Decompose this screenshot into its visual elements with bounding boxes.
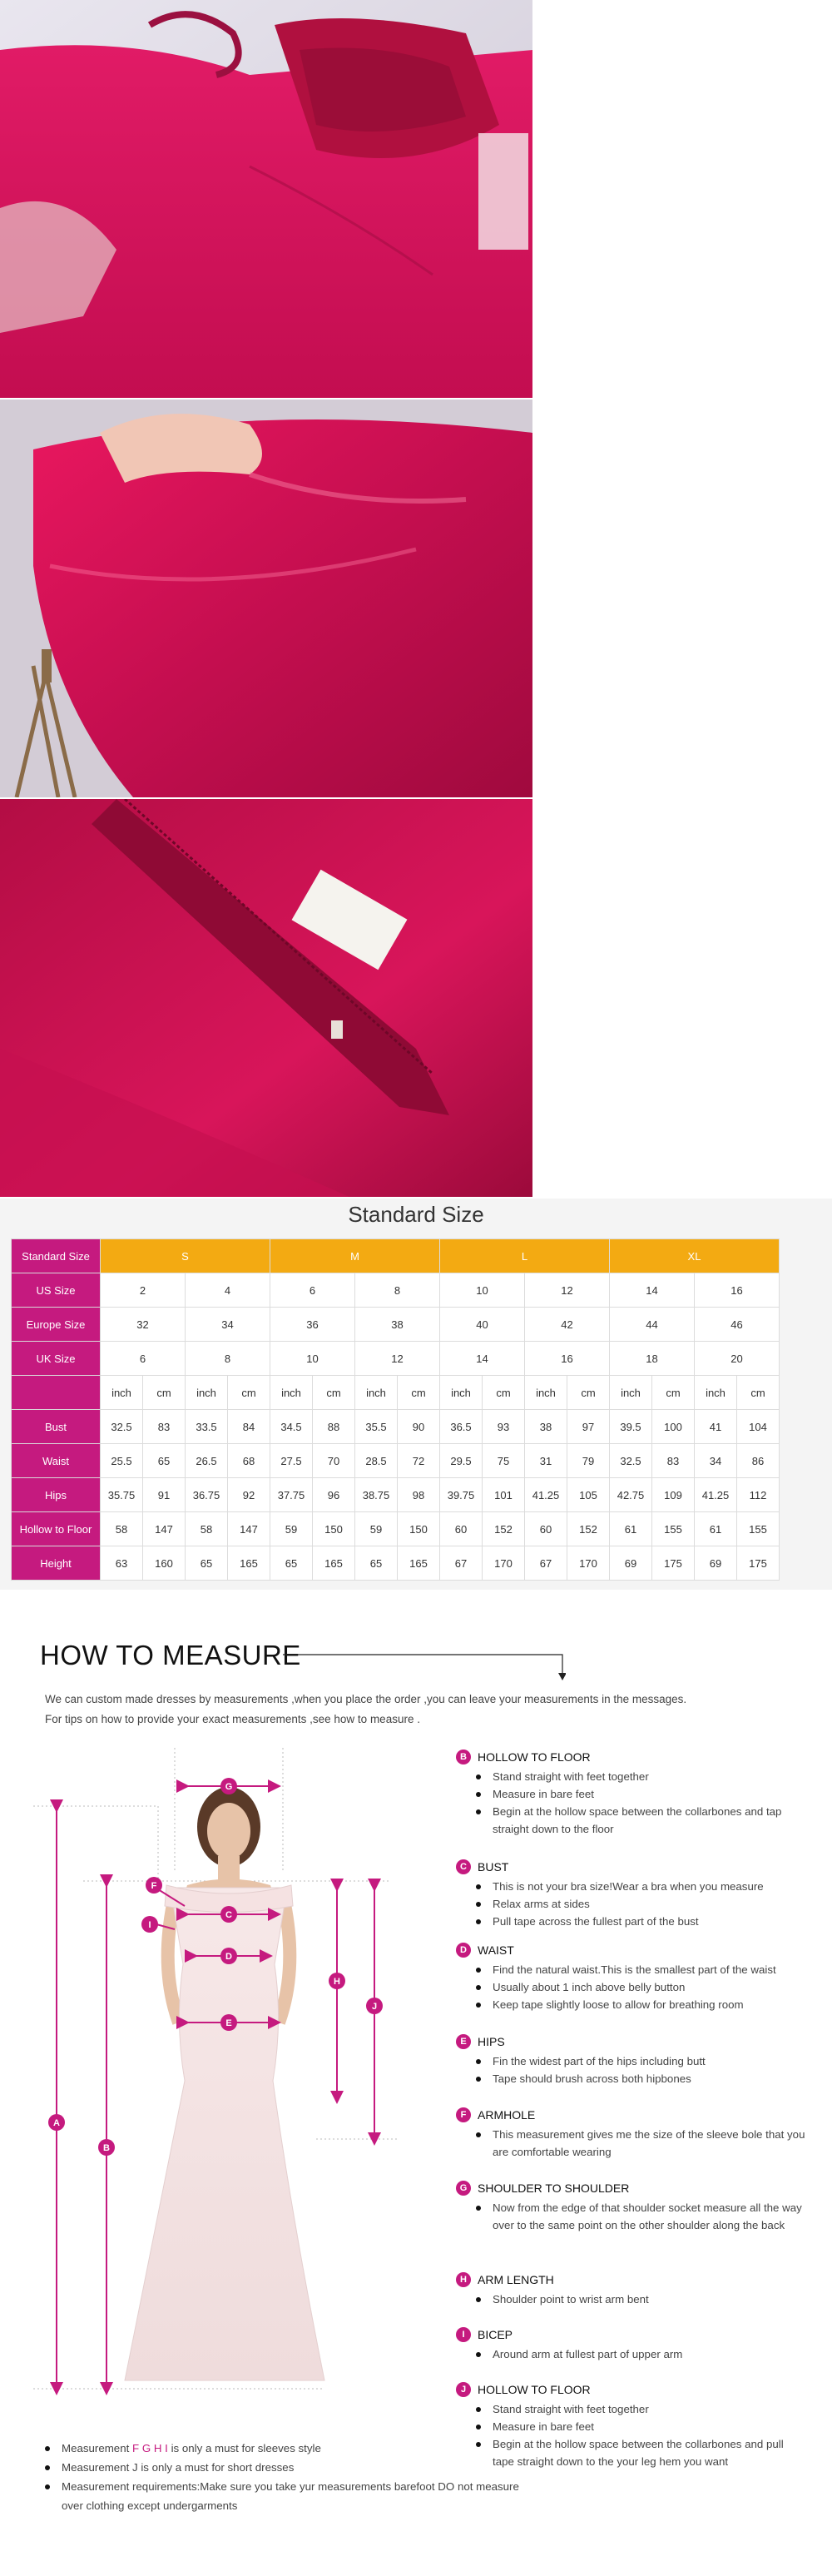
measure-heading: SHOULDER TO SHOULDER — [478, 2181, 630, 2195]
svg-text:H: H — [334, 1977, 340, 1987]
table-cell: 152 — [483, 1512, 525, 1546]
table-cell: 170 — [483, 1546, 525, 1581]
unit-cell: inch — [270, 1376, 313, 1410]
unit-cell: inch — [101, 1376, 143, 1410]
measure-section-g — [456, 2179, 805, 2234]
table-cell: 152 — [567, 1512, 610, 1546]
waist-row — [12, 1444, 780, 1478]
table-cell: 65 — [355, 1546, 398, 1581]
list-item: Measure in bare feet — [493, 2418, 805, 2435]
table-cell: 112 — [737, 1478, 780, 1512]
badge-icon: H — [456, 2272, 471, 2287]
row-label: US Size — [12, 1273, 101, 1308]
svg-text:B: B — [103, 2143, 110, 2153]
measure-heading: ARMHOLE — [478, 2108, 536, 2122]
table-cell: 147 — [228, 1512, 270, 1546]
table-cell: 59 — [355, 1512, 398, 1546]
uk-size-row — [12, 1342, 780, 1376]
list-item: Begin at the hollow space between the collarbones and pull tape straight down to the your leg hem you want — [493, 2435, 805, 2470]
size-group-xl: XL — [610, 1239, 780, 1273]
table-cell: 41.25 — [525, 1478, 567, 1512]
list-item: Pull tape across the fullest part of the bust — [493, 1913, 805, 1930]
table-cell: 39.5 — [610, 1410, 652, 1444]
measure-section-f — [456, 2106, 805, 2161]
europe-size-row — [12, 1308, 780, 1342]
list-item: This measurement gives me the size of the sleeve bole that you are comfortable wearing — [493, 2126, 805, 2161]
list-item: Measure in bare feet — [493, 1785, 805, 1803]
measure-heading: ARM LENGTH — [478, 2273, 554, 2286]
measure-section-i — [456, 2325, 805, 2363]
measure-section-e — [456, 2033, 805, 2087]
table-cell: 69 — [610, 1546, 652, 1581]
table-cell: 59 — [270, 1512, 313, 1546]
dress-top-photo — [0, 0, 532, 398]
measure-section-c — [456, 1858, 805, 1930]
list-item: Tape should brush across both hipbones — [493, 2070, 805, 2087]
svg-text:E: E — [225, 2018, 232, 2028]
figure-badge-e — [220, 2014, 237, 2031]
table-cell: 8 — [186, 1342, 270, 1376]
table-cell: 25.5 — [101, 1444, 143, 1478]
table-cell: 38 — [355, 1308, 440, 1342]
how-to-measure-title: HOW TO MEASURE — [40, 1640, 301, 1670]
unit-cell: cm — [313, 1376, 355, 1410]
list-item: Stand straight with feet together — [493, 1768, 805, 1785]
dress-lining-photo — [0, 400, 532, 797]
unit-cell: inch — [525, 1376, 567, 1410]
table-cell: 31 — [525, 1444, 567, 1478]
note-item: Measurement requirements:Make sure you take yur measurements barefoot DO not measure over clothing except undergarments — [62, 2477, 527, 2515]
dress-zipper-photo — [0, 799, 532, 1197]
measurement-notes — [43, 2439, 527, 2515]
badge-icon: C — [456, 1859, 471, 1874]
figure-badge-a — [48, 2114, 65, 2131]
row-label: Standard Size — [12, 1239, 101, 1273]
table-cell: 58 — [186, 1512, 228, 1546]
table-cell: 12 — [355, 1342, 440, 1376]
hollow-to-floor-row — [12, 1512, 780, 1546]
svg-text:F: F — [151, 1881, 157, 1891]
size-group-s: S — [101, 1239, 270, 1273]
row-label: Europe Size — [12, 1308, 101, 1342]
table-cell: 33.5 — [186, 1410, 228, 1444]
note-item: Measurement J is only a must for short dresses — [62, 2458, 527, 2477]
measure-heading: BICEP — [478, 2328, 513, 2341]
size-group-row — [12, 1239, 780, 1273]
unit-cell: inch — [610, 1376, 652, 1410]
table-cell: 6 — [270, 1273, 355, 1308]
unit-cell: inch — [695, 1376, 737, 1410]
table-cell: 41 — [695, 1410, 737, 1444]
figure-badge-g — [220, 1778, 237, 1794]
table-cell: 79 — [567, 1444, 610, 1478]
table-cell: 93 — [483, 1410, 525, 1444]
figure-badge-d — [220, 1948, 237, 1964]
svg-text:G: G — [225, 1782, 233, 1792]
size-chart-title: Standard Size — [348, 1202, 484, 1227]
table-cell: 104 — [737, 1410, 780, 1444]
list-item: Begin at the hollow space between the collarbones and tap straight down to the floor — [493, 1803, 805, 1838]
list-item: Around arm at fullest part of upper arm — [493, 2345, 805, 2363]
table-cell: 165 — [313, 1546, 355, 1581]
table-cell: 70 — [313, 1444, 355, 1478]
table-cell: 6 — [101, 1342, 186, 1376]
table-cell: 58 — [101, 1512, 143, 1546]
measurement-figure — [33, 1748, 449, 2430]
unit-cell: cm — [143, 1376, 186, 1410]
table-cell: 32.5 — [101, 1410, 143, 1444]
table-cell: 29.5 — [440, 1444, 483, 1478]
badge-icon: D — [456, 1943, 471, 1958]
list-item: Find the natural waist.This is the smallest part of the waist — [493, 1961, 805, 1978]
table-cell: 38.75 — [355, 1478, 398, 1512]
list-item: Stand straight with feet together — [493, 2400, 805, 2418]
unit-cell: inch — [355, 1376, 398, 1410]
table-cell: 83 — [143, 1410, 186, 1444]
table-cell: 100 — [652, 1410, 695, 1444]
table-cell: 97 — [567, 1410, 610, 1444]
row-label: Waist — [12, 1444, 101, 1478]
table-cell: 165 — [228, 1546, 270, 1581]
list-item: Now from the edge of that shoulder socket measure all the way over to the same point on the other shoulder along the back — [493, 2199, 805, 2234]
table-cell: 83 — [652, 1444, 695, 1478]
table-cell: 36.5 — [440, 1410, 483, 1444]
table-cell: 98 — [398, 1478, 440, 1512]
table-cell: 63 — [101, 1546, 143, 1581]
row-label-empty — [12, 1376, 101, 1410]
note-item: Measurement F G H I is only a must for sleeves style — [62, 2439, 527, 2458]
table-cell: 44 — [610, 1308, 695, 1342]
table-cell: 175 — [737, 1546, 780, 1581]
arrow-icon — [283, 1650, 566, 1683]
unit-cell: cm — [398, 1376, 440, 1410]
figure-badge-j — [366, 1998, 383, 2014]
table-cell: 69 — [695, 1546, 737, 1581]
table-cell: 61 — [695, 1512, 737, 1546]
table-cell: 35.75 — [101, 1478, 143, 1512]
note-highlight: F G H I — [132, 2442, 168, 2454]
figure-badge-b — [98, 2139, 115, 2156]
table-cell: 16 — [695, 1273, 780, 1308]
table-cell: 32 — [101, 1308, 186, 1342]
list-item: Usually about 1 inch above belly button — [493, 1978, 805, 1996]
table-cell: 40 — [440, 1308, 525, 1342]
table-cell: 91 — [143, 1478, 186, 1512]
badge-icon: E — [456, 2034, 471, 2049]
svg-text:D: D — [225, 1952, 232, 1962]
measure-heading: WAIST — [478, 1943, 514, 1957]
table-cell: 61 — [610, 1512, 652, 1546]
unit-cell: inch — [186, 1376, 228, 1410]
figure-badge-h — [329, 1973, 345, 1989]
figure-badge-c — [220, 1906, 237, 1923]
table-cell: 36.75 — [186, 1478, 228, 1512]
table-cell: 4 — [186, 1273, 270, 1308]
table-cell: 160 — [143, 1546, 186, 1581]
table-cell: 14 — [610, 1273, 695, 1308]
measure-heading: HIPS — [478, 2035, 505, 2048]
measure-heading: HOLLOW TO FLOOR — [478, 2383, 591, 2396]
table-cell: 20 — [695, 1342, 780, 1376]
list-item: Keep tape slightly loose to allow for breathing room — [493, 1996, 805, 2013]
table-cell: 34 — [186, 1308, 270, 1342]
table-cell: 65 — [186, 1546, 228, 1581]
svg-text:I: I — [148, 1920, 151, 1930]
badge-icon: I — [456, 2327, 471, 2342]
size-group-l: L — [440, 1239, 610, 1273]
table-cell: 38 — [525, 1410, 567, 1444]
table-cell: 101 — [483, 1478, 525, 1512]
list-item: Shoulder point to wrist arm bent — [493, 2291, 805, 2308]
table-cell: 16 — [525, 1342, 610, 1376]
table-cell: 147 — [143, 1512, 186, 1546]
badge-icon: G — [456, 2181, 471, 2196]
table-cell: 39.75 — [440, 1478, 483, 1512]
list-item: Relax arms at sides — [493, 1895, 805, 1913]
measure-section-b — [456, 1748, 805, 1838]
table-cell: 150 — [398, 1512, 440, 1546]
table-cell: 75 — [483, 1444, 525, 1478]
table-cell: 96 — [313, 1478, 355, 1512]
table-cell: 88 — [313, 1410, 355, 1444]
table-cell: 10 — [270, 1342, 355, 1376]
intro-text: We can custom made dresses by measurements ,when you place the order ,you can leave your measurements in the messages. — [45, 1693, 687, 1705]
table-cell: 10 — [440, 1273, 525, 1308]
table-cell: 34 — [695, 1444, 737, 1478]
figure-badge-i — [141, 1916, 158, 1933]
unit-cell: inch — [440, 1376, 483, 1410]
unit-cell: cm — [483, 1376, 525, 1410]
measure-section-d — [456, 1941, 805, 2013]
us-size-row — [12, 1273, 780, 1308]
row-label: Hollow to Floor — [12, 1512, 101, 1546]
table-cell: 26.5 — [186, 1444, 228, 1478]
unit-cell: cm — [737, 1376, 780, 1410]
table-cell: 65 — [143, 1444, 186, 1478]
table-cell: 46 — [695, 1308, 780, 1342]
size-group-m: M — [270, 1239, 440, 1273]
measure-heading: BUST — [478, 1860, 509, 1874]
table-cell: 105 — [567, 1478, 610, 1512]
table-cell: 67 — [525, 1546, 567, 1581]
svg-text:C: C — [225, 1910, 232, 1920]
bust-row — [12, 1410, 780, 1444]
table-cell: 90 — [398, 1410, 440, 1444]
table-cell: 109 — [652, 1478, 695, 1512]
table-cell: 86 — [737, 1444, 780, 1478]
table-cell: 41.25 — [695, 1478, 737, 1512]
unit-cell: cm — [228, 1376, 270, 1410]
table-cell: 155 — [652, 1512, 695, 1546]
table-cell: 14 — [440, 1342, 525, 1376]
table-cell: 2 — [101, 1273, 186, 1308]
measure-section-h — [456, 2271, 805, 2308]
unit-cell: cm — [567, 1376, 610, 1410]
table-cell: 68 — [228, 1444, 270, 1478]
figure-badge-f — [146, 1877, 162, 1894]
table-cell: 60 — [525, 1512, 567, 1546]
table-cell: 34.5 — [270, 1410, 313, 1444]
table-cell: 175 — [652, 1546, 695, 1581]
row-label: Hips — [12, 1478, 101, 1512]
table-cell: 92 — [228, 1478, 270, 1512]
row-label: UK Size — [12, 1342, 101, 1376]
table-cell: 155 — [737, 1512, 780, 1546]
table-cell: 84 — [228, 1410, 270, 1444]
table-cell: 35.5 — [355, 1410, 398, 1444]
table-cell: 18 — [610, 1342, 695, 1376]
table-cell: 72 — [398, 1444, 440, 1478]
table-cell: 36 — [270, 1308, 355, 1342]
table-cell: 12 — [525, 1273, 610, 1308]
row-label: Height — [12, 1546, 101, 1581]
table-cell: 37.75 — [270, 1478, 313, 1512]
table-cell: 67 — [440, 1546, 483, 1581]
table-cell: 60 — [440, 1512, 483, 1546]
intro-text: For tips on how to provide your exact measurements ,see how to measure . — [45, 1713, 420, 1725]
table-cell: 27.5 — [270, 1444, 313, 1478]
list-item: Fin the widest part of the hips including butt — [493, 2052, 805, 2070]
badge-icon: J — [456, 2382, 471, 2397]
size-chart-table — [11, 1238, 780, 1581]
table-cell: 150 — [313, 1512, 355, 1546]
table-cell: 170 — [567, 1546, 610, 1581]
list-item: This is not your bra size!Wear a bra when you measure — [493, 1878, 805, 1895]
table-cell: 42 — [525, 1308, 610, 1342]
measure-heading: HOLLOW TO FLOOR — [478, 1750, 591, 1764]
table-cell: 32.5 — [610, 1444, 652, 1478]
badge-icon: B — [456, 1750, 471, 1764]
height-row — [12, 1546, 780, 1581]
table-cell: 65 — [270, 1546, 313, 1581]
svg-text:J: J — [371, 2002, 378, 2012]
unit-cell: cm — [652, 1376, 695, 1410]
svg-text:A: A — [53, 2118, 60, 2128]
table-cell: 42.75 — [610, 1478, 652, 1512]
badge-icon: F — [456, 2107, 471, 2122]
table-cell: 8 — [355, 1273, 440, 1308]
row-label: Bust — [12, 1410, 101, 1444]
table-cell: 28.5 — [355, 1444, 398, 1478]
table-cell: 165 — [398, 1546, 440, 1581]
units-row — [12, 1376, 780, 1410]
hips-row — [12, 1478, 780, 1512]
size-chart-section — [0, 1199, 832, 1590]
